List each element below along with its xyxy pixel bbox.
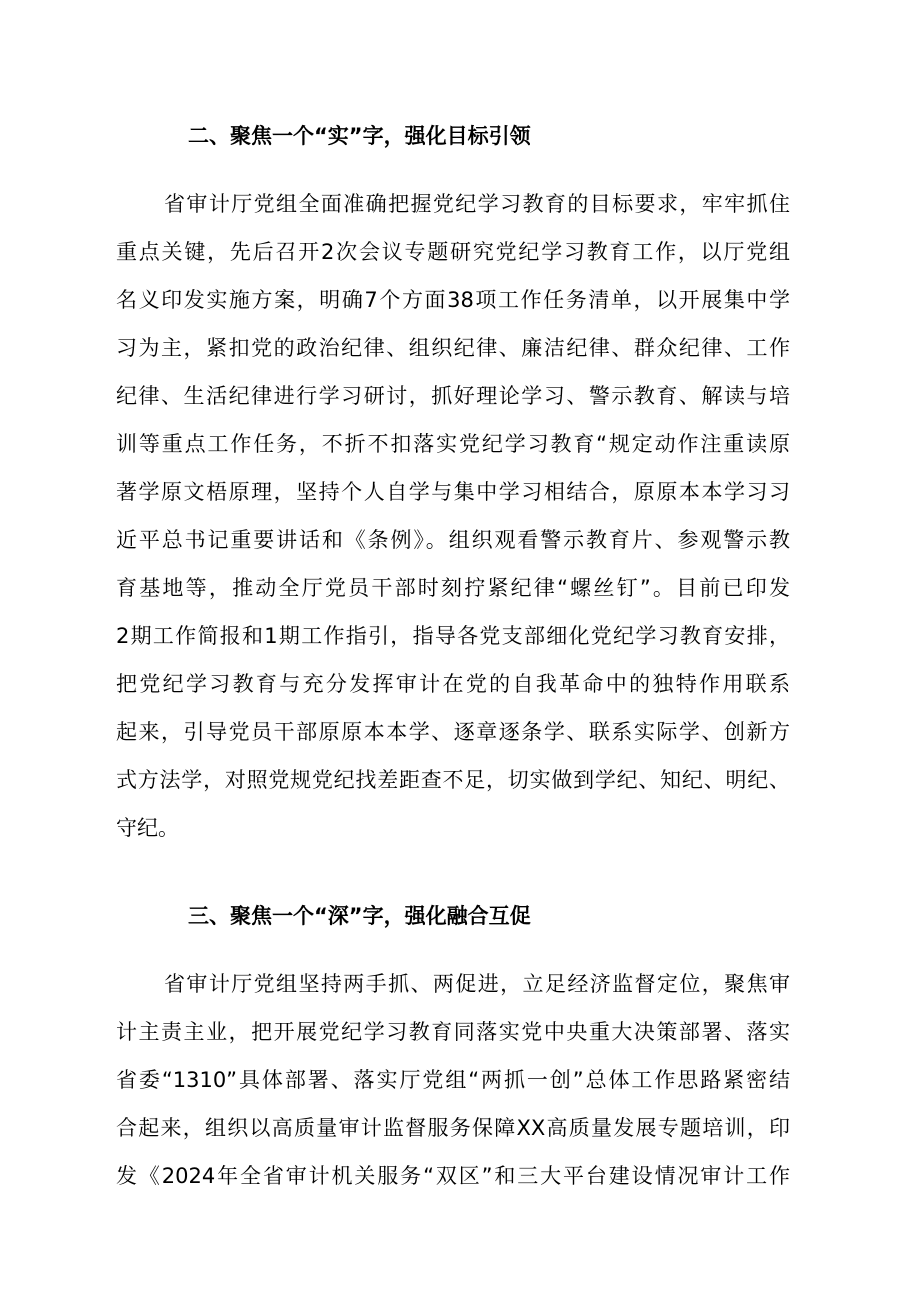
section-heading: 二、聚焦一个“实”字，强化目标引领 [188, 124, 531, 148]
paragraph-line: 2期工作简报和1期工作指引，指导各党支部细化党纪学习教育安排， [116, 624, 790, 648]
paragraph-line: 重点关键，先后召开2次会议专题研究党纪学习教育工作，以厅党组 [116, 240, 790, 264]
paragraph-line: 起来，引导党员干部原原本本学、逐章逐条学、联系实际学、创新方 [116, 720, 790, 744]
paragraph-line: 省审计厅党组全面准确把握党纪学习教育的目标要求，牢牢抓住 [164, 192, 790, 216]
paragraph-line: 发《2024年全省审计机关服务“双区”和三大平台建设情况审计工作 [116, 1164, 790, 1188]
paragraph-line: 省委“1310”具体部署、落实厅党组“两抓一创”总体工作思路紧密结 [116, 1068, 790, 1092]
paragraph-line: 名义印发实施方案，明确7个方面38项工作任务清单，以开展集中学 [116, 288, 790, 312]
paragraph-line: 著学原文梧原理，坚持个人自学与集中学习相结合，原原本本学习习 [116, 480, 790, 504]
paragraph-line: 把党纪学习教育与充分发挥审计在党的自我革命中的独特作用联系 [116, 672, 790, 696]
paragraph-line: 训等重点工作任务，不折不扣落实党纪学习教育“规定动作注重读原 [116, 432, 790, 456]
section-heading: 三、聚焦一个“深”字，强化融合互促 [188, 904, 531, 928]
paragraph-line: 计主责主业，把开展党纪学习教育同落实党中央重大决策部署、落实 [116, 1020, 790, 1044]
paragraph-line: 省审计厅党组坚持两手抓、两促进，立足经济监督定位，聚焦审 [164, 972, 790, 996]
paragraph-line: 守纪。 [116, 816, 179, 840]
paragraph-line: 育基地等，推动全厅党员干部时刻拧紧纪律“螺丝钉”。目前已印发 [116, 576, 790, 600]
document-body [116, 112, 790, 1200]
paragraph-line: 近平总书记重要讲话和《条例》。组织观看警示教育片、参观警示教 [116, 528, 790, 552]
section-paragraph [116, 960, 790, 1200]
paragraph-line: 习为主，紧扣党的政治纪律、组织纪律、廉洁纪律、群众纪律、工作 [116, 336, 790, 360]
paragraph-line: 式方法学，对照党规党纪找差距查不足，切实做到学纪、知纪、明纪、 [116, 768, 790, 792]
paragraph-line: 合起来，组织以高质量审计监督服务保障XX高质量发展专题培训，印 [116, 1116, 790, 1140]
paragraph-line: 纪律、生活纪律进行学习研讨，抓好理论学习、警示教育、解读与培 [116, 384, 790, 408]
section-paragraph [116, 180, 790, 852]
